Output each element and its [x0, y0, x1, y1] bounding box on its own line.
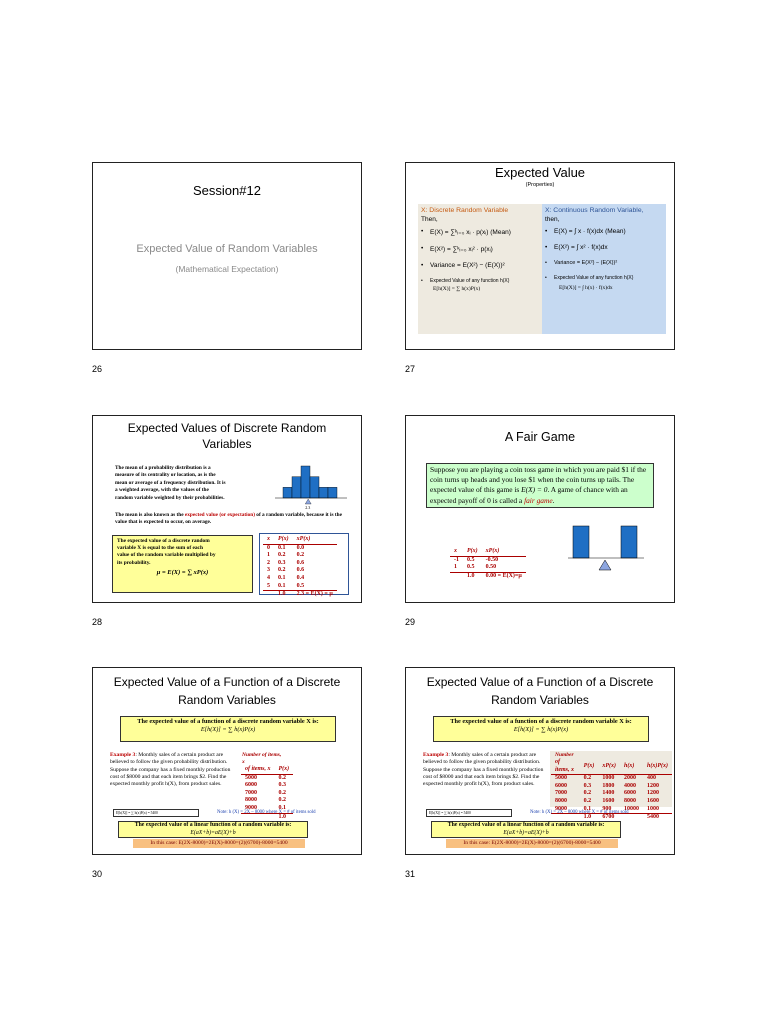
panel-header: X: Continuous Random Variable, [545, 207, 644, 214]
column-header: xP(x) [293, 536, 337, 544]
slide-title: Expected Value of a Function of a Discrete Random Variables [113, 675, 341, 707]
table-cell: 400 [647, 775, 656, 782]
fair-game-chart [566, 524, 646, 572]
table-cell: 0.2 [278, 552, 286, 559]
linear-text: The expected value of a linear function of a random variable is: [134, 822, 292, 828]
linear-formula: E(aX+b)=aE(X)+b [190, 829, 236, 836]
histogram-bar [310, 477, 319, 498]
table-cell: 0.2 [583, 797, 592, 804]
definition-box [433, 716, 649, 742]
table-cell: 1 [454, 564, 457, 571]
example-text [423, 752, 546, 788]
table-cell: 0.4 [296, 574, 305, 581]
mean-label: 2.3 [305, 505, 311, 510]
table-cell: -0.50 [485, 556, 499, 563]
text-line: measure of its centrality or location, as is the [115, 472, 216, 479]
table-row [450, 564, 526, 572]
table-row [263, 575, 337, 583]
table-cell: 0.2 [296, 552, 305, 559]
table-cell [263, 591, 274, 599]
column-header: h(x) [620, 759, 643, 775]
table-cell: 2.3 = E(X) = μ [293, 591, 337, 599]
continuous-panel [542, 204, 666, 334]
list-item: • E(X) = ∫ x · f(x)dx (Mean) [545, 228, 663, 235]
table-row-total [450, 572, 526, 580]
table-cell: 5 [267, 582, 270, 589]
table-cell: 1.0 [274, 591, 293, 599]
expectation-paragraph [115, 512, 350, 527]
histogram-bar [328, 487, 337, 498]
note-text: Note: h (X) = 2X – 8000 where X = # of items sold [530, 810, 629, 815]
table-row [551, 790, 672, 798]
linear-text: The expected value of a linear function of a random variable is: [447, 822, 605, 828]
list-item: • Variance = E(X²) − (E(X))² [545, 260, 663, 266]
table-row [263, 560, 337, 568]
table-cell: 1000 [647, 805, 659, 812]
slide-subtitle-2: (Mathematical Expectation) [175, 264, 279, 274]
table-cell: 0.50 [485, 564, 497, 571]
table-cell: 3 [267, 567, 270, 574]
table-cell [450, 572, 463, 580]
example-label: Example 3 [423, 752, 449, 758]
slide-title: Expected Value of a Function of a Discrete Random Variables [426, 675, 654, 707]
table-row [241, 774, 293, 782]
table-cell: 5000 [555, 775, 567, 782]
balance-point [599, 560, 611, 570]
panel-then: then, [545, 216, 560, 223]
column-header: P(x) [274, 536, 293, 544]
column-header: of items, x [241, 766, 275, 774]
table-cell: 1.0 [275, 813, 294, 821]
panel-header: X: Discrete Random Variable [421, 207, 509, 214]
definition-box [112, 535, 253, 593]
text-line: mean or average of a frequency distribution. It is [115, 479, 226, 486]
table-cell: 1200 [647, 790, 659, 797]
table-cell: 0.5 [467, 556, 475, 563]
table-cell: 0.6 [296, 567, 305, 574]
table-cell: 0.1 [278, 574, 286, 581]
table-cell: 0.5 [467, 564, 475, 571]
text-span: of a random variable, because it is the value that is expected to occur, on average. [115, 512, 342, 526]
definition-text: The expected value of a function of a discrete random variable X is: [137, 718, 319, 725]
bar-plus-one [621, 526, 637, 558]
slide-30 [92, 667, 362, 855]
linear-function-box [431, 821, 621, 838]
definition-formula: E[h(X)] = ∑ h(x)P(x) [200, 726, 256, 733]
column-header: P(x) [580, 759, 599, 775]
table-row [263, 552, 337, 560]
slide-31 [405, 667, 675, 855]
expected-value-term: E(X) = 0 [521, 485, 548, 495]
page-number: 26 [92, 364, 103, 374]
page-number: 29 [405, 617, 416, 627]
table-cell: 9000 [245, 804, 257, 811]
table-cell: 0.6 [296, 559, 305, 566]
table-cell: 0.3 [278, 559, 286, 566]
page-number: 27 [405, 364, 416, 374]
table-cell: 900 [602, 805, 612, 812]
text-line: random variable weighted by their probabilities. [115, 494, 225, 501]
table-cell: 9000 [555, 805, 567, 812]
table-row [551, 775, 672, 783]
table-cell: 0.2 [278, 789, 286, 796]
table-cell: 7000 [555, 790, 567, 797]
table-row [241, 797, 293, 805]
table-cell: 0.1 [278, 804, 286, 811]
table-cell: 8000 [245, 797, 257, 804]
slide-27 [405, 162, 675, 350]
histogram [271, 462, 351, 510]
slide-subtitle: (Properties) [525, 182, 555, 188]
page-number: 28 [92, 617, 103, 627]
histogram-bar [301, 466, 310, 498]
definition-formula: E[h(X)] = ∑ h(x)P(x) [513, 726, 569, 733]
slide-title: A Fair Game [504, 430, 576, 444]
table-cell: 1200 [647, 782, 659, 789]
text-span: Suppose you are playing a coin toss game in which you are paid $1 if the coin turns up heads and you lose $1 when the coin turns up tails. The expected value of this game is [430, 465, 647, 495]
table-cell: 1.0 [580, 814, 599, 822]
table-cell: 6000 [245, 782, 257, 789]
distribution-table-box [259, 533, 349, 598]
example-body: : Monthly sales of a certain product are believed to follow the given probability distribution. Suppose the company has a fixed monthly production cost of $8000 and that each item brings $2. Find the expected monthly profit h(X), from product sales. [423, 752, 544, 788]
table-cell: 6700 [598, 814, 620, 822]
column-header: of items, x [551, 759, 580, 775]
table-cell: 1.0 [463, 572, 482, 580]
column-header: h(x)P(x) [643, 759, 672, 775]
slide-subtitle: Expected Value of Random Variables [136, 243, 318, 255]
table-row [263, 544, 337, 552]
note-text: Note: h (X) = 2X – 8000 where X = # of items sold [217, 810, 316, 815]
table-cell: 0.2 [583, 775, 592, 782]
column-header: xP(x) [598, 759, 620, 775]
distribution-table [263, 536, 337, 599]
table-cell: 0.1 [278, 544, 286, 551]
fair-game-term: fair game [524, 495, 553, 505]
table-cell: 5000 [245, 774, 257, 781]
linear-function-box [118, 821, 308, 838]
page-number: 31 [405, 869, 416, 879]
table-cell: 4000 [624, 782, 636, 789]
box-formula: μ = E(X) = ∑ xP(x) [156, 568, 209, 576]
table-cell: 0.2 [278, 774, 286, 781]
intro-paragraph [115, 465, 275, 502]
mean-marker [305, 499, 311, 504]
panel-formula: E[h(X)] = ∫ h(x) · f(x)dx [559, 285, 613, 291]
table-cell: 2 [267, 559, 270, 566]
histogram-bar [319, 487, 328, 498]
example-body: : Monthly sales of a certain product are believed to follow the given probability distribution. Suppose the company has a fixed monthly production cost of $8000 and that each item brings $2. Find the expected monthly profit h(X), from product sales. [110, 752, 231, 788]
slide-29 [405, 415, 675, 603]
linear-formula: E(aX+b)=aE(X)+b [503, 829, 549, 836]
histogram-bar [292, 477, 301, 498]
text-line: The mean of a probability distribution is a [115, 465, 211, 471]
table-caption: Number [555, 752, 574, 758]
histogram-bar [283, 487, 292, 498]
mini-formula-box: E[h(X)] = ∑ h(x)P(x) = 5400 [113, 809, 199, 817]
table-cell: 0.2 [278, 797, 286, 804]
mini-formula-box: E[h(X)] = ∑ h(x)P(x) = 5400 [426, 809, 512, 817]
table-row [241, 790, 293, 798]
table-cell: 8000 [624, 797, 636, 804]
text-line: its probability. [117, 559, 151, 566]
text-line: The expected value of a discrete random [117, 538, 210, 544]
definition-box [120, 716, 336, 742]
list-item: • Expected Value of any function h(X) [545, 275, 663, 281]
bar-minus-one [573, 526, 589, 558]
payoff-table [450, 548, 526, 580]
table-row [241, 782, 293, 790]
table-row [551, 798, 672, 806]
table-row [551, 783, 672, 791]
slide-title: Expected Value [494, 165, 586, 180]
table-cell: 1600 [647, 797, 659, 804]
expected-value-term: expected value (or expectation) [184, 512, 255, 518]
table-row [263, 567, 337, 575]
text-span: . [552, 495, 555, 505]
slide-28 [92, 415, 362, 603]
slide-26 [92, 162, 362, 350]
table-cell: 1 [267, 552, 270, 559]
table-cell: 8000 [555, 797, 567, 804]
table-cell: 0.3 [583, 782, 592, 789]
table-cell: 1400 [602, 790, 615, 797]
list-item: • E(X²) = ∑ᵏᵢ₌₀ xᵢ² · p(xᵢ) [421, 245, 539, 253]
fair-game-box [426, 463, 654, 508]
table-cell: 6000 [624, 790, 636, 797]
table-cell: 0.5 [296, 582, 305, 589]
text-line: value of the random variable multiplied by [117, 552, 216, 559]
table-cell: 0 [267, 544, 270, 551]
text-line: variable X is equal to the sum of each [117, 545, 203, 552]
list-item: • E(X²) = ∫ x² · f(x)dx [545, 244, 663, 251]
column-header: x [450, 548, 463, 556]
column-header: P(x) [463, 548, 482, 556]
table-cell: 0.2 [583, 790, 592, 797]
table-cell: 0.1 [583, 805, 592, 812]
example-label: Example 3 [110, 752, 136, 758]
table-cell: 5400 [643, 814, 672, 822]
panel-formula: E[h(X)] = ∑ h(x)P(x) [433, 286, 481, 292]
table-cell: 0.0 [296, 544, 305, 551]
slide-title: Session#12 [193, 183, 261, 198]
table-cell: 0.3 [278, 782, 286, 789]
table-cell: 1000 [602, 775, 615, 782]
table-cell: -1 [454, 556, 459, 563]
column-header: P(x) [275, 766, 294, 774]
table-cell: 0.1 [278, 582, 286, 589]
discrete-panel [418, 204, 542, 334]
list-item: • Variance = E(X²) − (E(X))² [421, 262, 539, 269]
text-span: . A game of chance with an expected payoff of 0 is called a [430, 485, 628, 505]
list-item: • E(X) = ∑ᵏᵢ₌₀ xᵢ · p(xᵢ) (Mean) [421, 228, 539, 236]
table-row [450, 556, 526, 564]
table-cell: 2000 [624, 775, 636, 782]
table-cell: 1600 [602, 797, 615, 804]
table-row [263, 583, 337, 591]
page-number: 30 [92, 869, 103, 879]
table-cell: 7000 [245, 789, 257, 796]
definition-text: The expected value of a function of a discrete random variable X is: [450, 718, 632, 725]
case-box: In this case: E(2X-8000)=2E(X)-8000=(2)(6700)-8000=5400 [446, 839, 618, 848]
continuous-list [545, 228, 663, 281]
table-cell: 6000 [555, 782, 567, 789]
discrete-list [421, 228, 539, 284]
table-cell: 10000 [624, 805, 639, 812]
slide-title: Expected Values of Discrete Random Variables [127, 421, 327, 451]
text-line: a weighted average, with the values of the [115, 487, 209, 494]
column-header: xP(x) [482, 548, 526, 556]
example-text [110, 752, 233, 788]
table-caption: Number of items, x [242, 752, 282, 765]
table-cell: 0.00 = E(X)=μ [482, 572, 526, 580]
table-cell: 0.2 [278, 567, 286, 574]
table-row-total [263, 591, 337, 599]
panel-then: Then, [421, 216, 438, 223]
table-cell: 1800 [602, 782, 615, 789]
case-box: In this case: E(2X-8000)=2E(X)-8000=(2)(6700)-8000=5400 [133, 839, 305, 848]
list-item: • Expected Value of any function h(X) [421, 278, 539, 284]
column-header: x [263, 536, 274, 544]
table-cell: 4 [267, 574, 270, 581]
text-span: The mean is also known as the [115, 512, 185, 518]
